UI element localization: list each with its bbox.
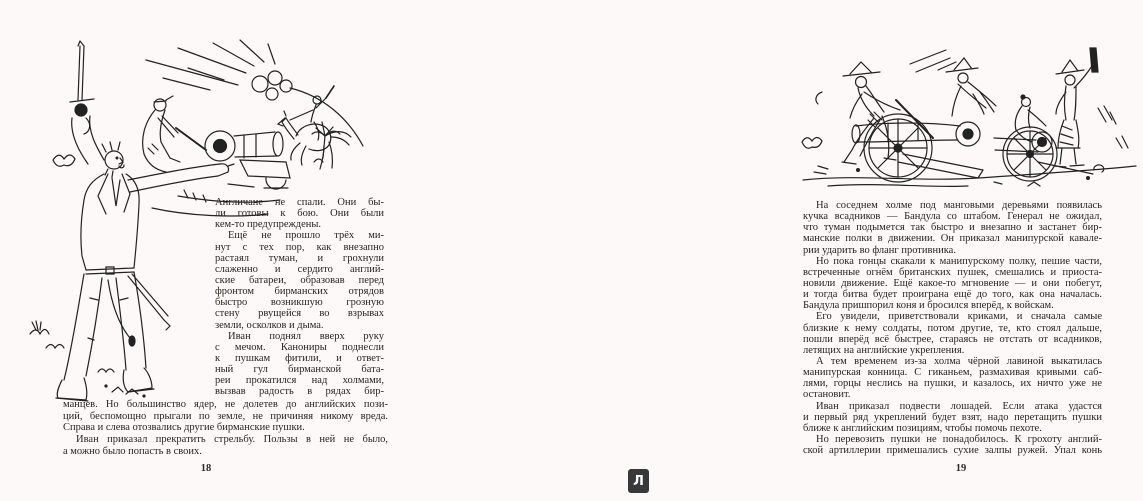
text-line: ской артиллерии примешались сухие залпы ружей. Упал конь bbox=[803, 445, 1102, 457]
text-line: нут с тех пор, как внезапно bbox=[215, 241, 384, 253]
text-line: быстро возникшую грозную bbox=[215, 297, 384, 309]
text-line: кучка всадников — Бандула со штабом. Генерал не ожидал, bbox=[803, 211, 1102, 223]
text-line: новили движение. Ещё какое-то мгновение — и они побегут, bbox=[803, 277, 1102, 289]
text-line: Иван приказал прекратить стрельбу. Пользы в ней не было, bbox=[76, 434, 388, 446]
text-line: манские полки в движении. Он приказал манипурской кавале- bbox=[803, 233, 1102, 245]
text-line: Англичане не спали. Они бы- bbox=[215, 197, 384, 208]
text-line: Бандула пришпорил коня и бросился вперёд, к войскам. bbox=[803, 300, 1054, 312]
text-line: ный гул бирманской бата- bbox=[215, 364, 384, 376]
text-line: манцев. Но большинство ядер, не долетев до английских пози- bbox=[63, 399, 388, 410]
text-line: и первый ряд укреплений будет взят, надо перетащить пушки bbox=[803, 411, 1102, 423]
text-line: стену рвущейся во взрывах bbox=[215, 308, 384, 320]
text-line: вызвав радость в рядах бир- bbox=[215, 386, 384, 398]
labirint-logo-letter: Л bbox=[633, 473, 644, 489]
text-line: растаял туман, и грохнули bbox=[215, 252, 384, 264]
text-line: земли, осколков и дыма. bbox=[215, 319, 324, 331]
text-line: Его увидели, приветствовали криками, и сначала самые bbox=[816, 311, 1102, 323]
text-line: Ещё не прошло трёх ми- bbox=[228, 230, 384, 242]
labirint-logo[interactable] bbox=[628, 469, 649, 493]
text-line: а можно было попасть в своих. bbox=[63, 445, 202, 457]
text-line: кем-то предупреждены. bbox=[215, 219, 322, 231]
text-line: Но перевозить пушки не понадобилось. К грохоту англий- bbox=[816, 433, 1102, 445]
text-line: А тем временем из-за холма чёрной лавиной выкатилась bbox=[816, 355, 1102, 367]
text-line: что туман подымется так быстро и внезапно и застанет бир- bbox=[803, 222, 1102, 234]
left-column-text bbox=[215, 197, 384, 398]
text-line: остановит. bbox=[803, 389, 851, 401]
text-line: фронтом бирманских отрядов bbox=[215, 286, 384, 298]
left-bottom-text bbox=[63, 399, 388, 457]
text-line: близкие к нему солдаты, потом другие, те, кто стоял дальше, bbox=[803, 322, 1102, 334]
text-line: и тогда битва будет проиграна ещё до того, как она началась. bbox=[803, 289, 1102, 301]
left-page-number: 18 bbox=[200, 463, 212, 474]
text-line: летящих на английские укрепления. bbox=[803, 344, 965, 356]
right-page-number: 19 bbox=[955, 463, 967, 474]
right-page bbox=[395, 0, 1102, 501]
text-line: реи прокатился над холмами, bbox=[215, 375, 384, 387]
right-page-text bbox=[803, 200, 1102, 456]
text-line: манипурская конница. С гиканьем, размахивая кривыми саб- bbox=[803, 367, 1102, 379]
text-line: пошли вперёд всё быстрее, стараясь не отстать от всадников, bbox=[803, 333, 1102, 345]
text-line: Иван приказал подвести лошадей. Если атака удастся bbox=[816, 400, 1102, 412]
text-line: Иван поднял вверх руку bbox=[228, 330, 384, 342]
text-line: ближе к английским позициям, чтобы помочь пехоте. bbox=[803, 422, 1042, 434]
text-line: встреченные огнём британских пушек, смешались и приоста- bbox=[803, 266, 1102, 278]
text-line: ций, беспомощно прыгали по земле, не причиняя никому вреда. bbox=[63, 410, 388, 422]
text-line: ли готовы к бою. Они были bbox=[215, 208, 384, 220]
text-line: Справа и слева отозвались другие бирманские пушки. bbox=[63, 422, 305, 434]
text-line: к пушкам фитили, и ответ- bbox=[215, 352, 384, 364]
text-line: рии ударить во фланг противника. bbox=[803, 244, 956, 256]
text-line: На соседнем холме под манговыми деревьями появилась bbox=[816, 200, 1102, 211]
text-line: слаженно и сердито англий- bbox=[215, 263, 384, 275]
right-illustration-cannon-crew bbox=[798, 42, 1143, 197]
text-line: с мечом. Канониры поднесли bbox=[215, 341, 384, 353]
text-line: Но пока гонцы скакали к манипурскому полку, пешие части, bbox=[816, 255, 1102, 267]
left-page bbox=[0, 0, 395, 501]
text-line: лями, горцы неслись на пушки, и казалось, их ничто уже не bbox=[803, 378, 1102, 390]
text-line: ские батареи, образовав перед bbox=[215, 274, 384, 286]
